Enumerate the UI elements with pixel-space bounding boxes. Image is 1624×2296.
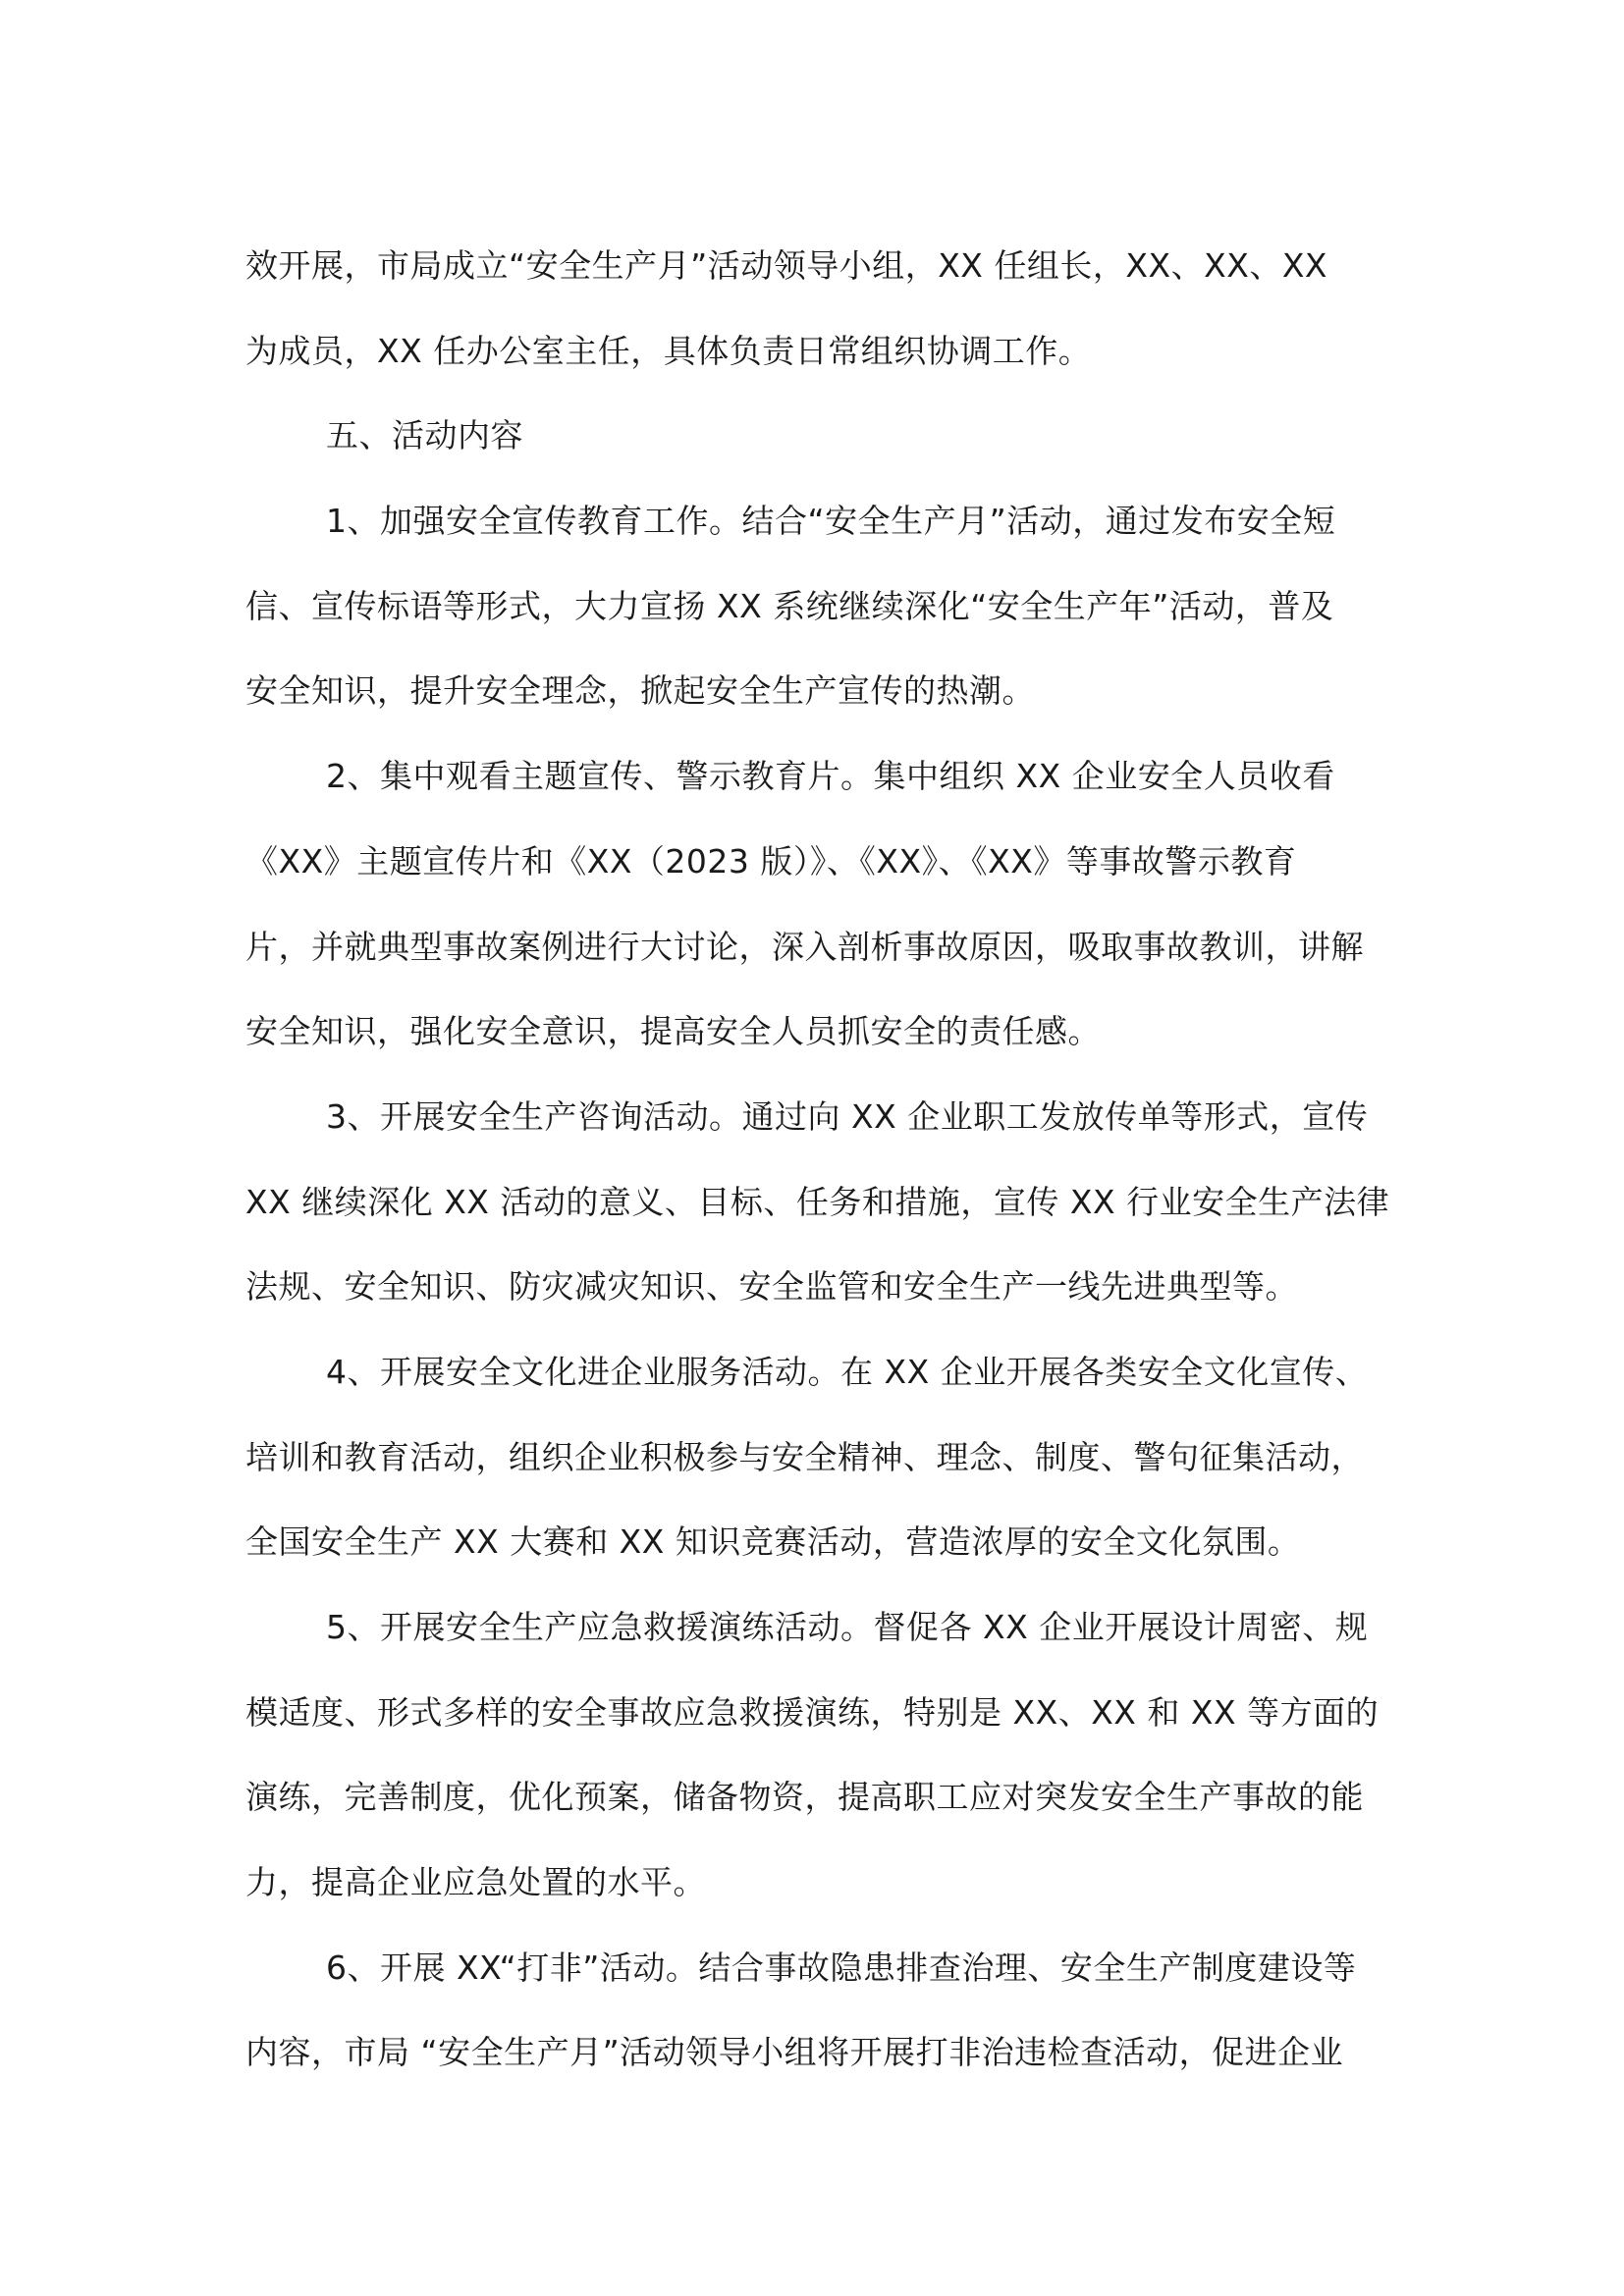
paragraph-start: 4、开展安全文化进企业服务活动。在 XX 企业开展各类安全文化宣传、 <box>326 1352 1369 1391</box>
text-line: 效开展，市局成立“安全生产月”活动领导小组，XX 任组长，XX、XX、XX <box>245 246 1328 285</box>
text-line: 安全知识，提升安全理念，掀起安全生产宣传的热潮。 <box>245 671 1035 711</box>
section-heading: 五、活动内容 <box>326 416 523 455</box>
text-line: XX 继续深化 XX 活动的意义、目标、任务和措施，宣传 XX 行业安全生产法律 <box>245 1182 1390 1221</box>
text-line: 模适度、形式多样的安全事故应急救援演练，特别是 XX、XX 和 XX 等方面的 <box>245 1692 1380 1732</box>
text-line: 信、宣传标语等形式，大力宣扬 XX 系统继续深化“安全生产年”活动，普及 <box>245 586 1334 625</box>
text-line: 演练，完善制度，优化预案，储备物资，提高职工应对突发安全生产事故的能 <box>245 1778 1364 1817</box>
text-line: 力，提高企业应急处置的水平。 <box>245 1863 706 1902</box>
document-body <box>245 224 1390 2096</box>
text-line: 《XX》主题宣传片和《XX（2023 版）》、《XX》、《XX》等事故警示教育 <box>245 841 1297 881</box>
paragraph-start: 5、开展安全生产应急救援演练活动。督促各 XX 企业开展设计周密、规 <box>326 1608 1369 1646</box>
paragraph-start: 3、开展安全生产咨询活动。通过向 XX 企业职工发放传单等形式，宣传 <box>326 1096 1369 1136</box>
text-line: 为成员，XX 任办公室主任，具体负责日常组织协调工作。 <box>245 331 1092 370</box>
text-line: 全国安全生产 XX 大赛和 XX 知识竞赛活动，营造浓厚的安全文化氛围。 <box>245 1522 1301 1562</box>
text-line: 内容，市局 “安全生产月”活动领导小组将开展打非治违检查活动，促进企业 <box>245 2033 1344 2072</box>
paragraph-start: 1、加强安全宣传教育工作。结合“安全生产月”活动，通过发布安全短 <box>326 502 1336 541</box>
text-line: 片，并就典型事故案例进行大讨论，深入剖析事故原因，吸取事故教训，讲解 <box>245 927 1364 966</box>
text-line: 安全知识，强化安全意识，提高安全人员抓安全的责任感。 <box>245 1012 1101 1051</box>
text-line: 法规、安全知识、防灾减灾知识、安全监管和安全生产一线先进典型等。 <box>245 1267 1298 1307</box>
text-line: 培训和教育活动，组织企业积极参与安全精神、理念、制度、警句征集活动， <box>245 1437 1364 1476</box>
paragraph-start: 6、开展 XX“打非”活动。结合事故隐患排查治理、安全生产制度建设等 <box>326 1948 1357 1987</box>
paragraph-start: 2、集中观看主题宣传、警示教育片。集中组织 XX 企业安全人员收看 <box>326 757 1335 796</box>
